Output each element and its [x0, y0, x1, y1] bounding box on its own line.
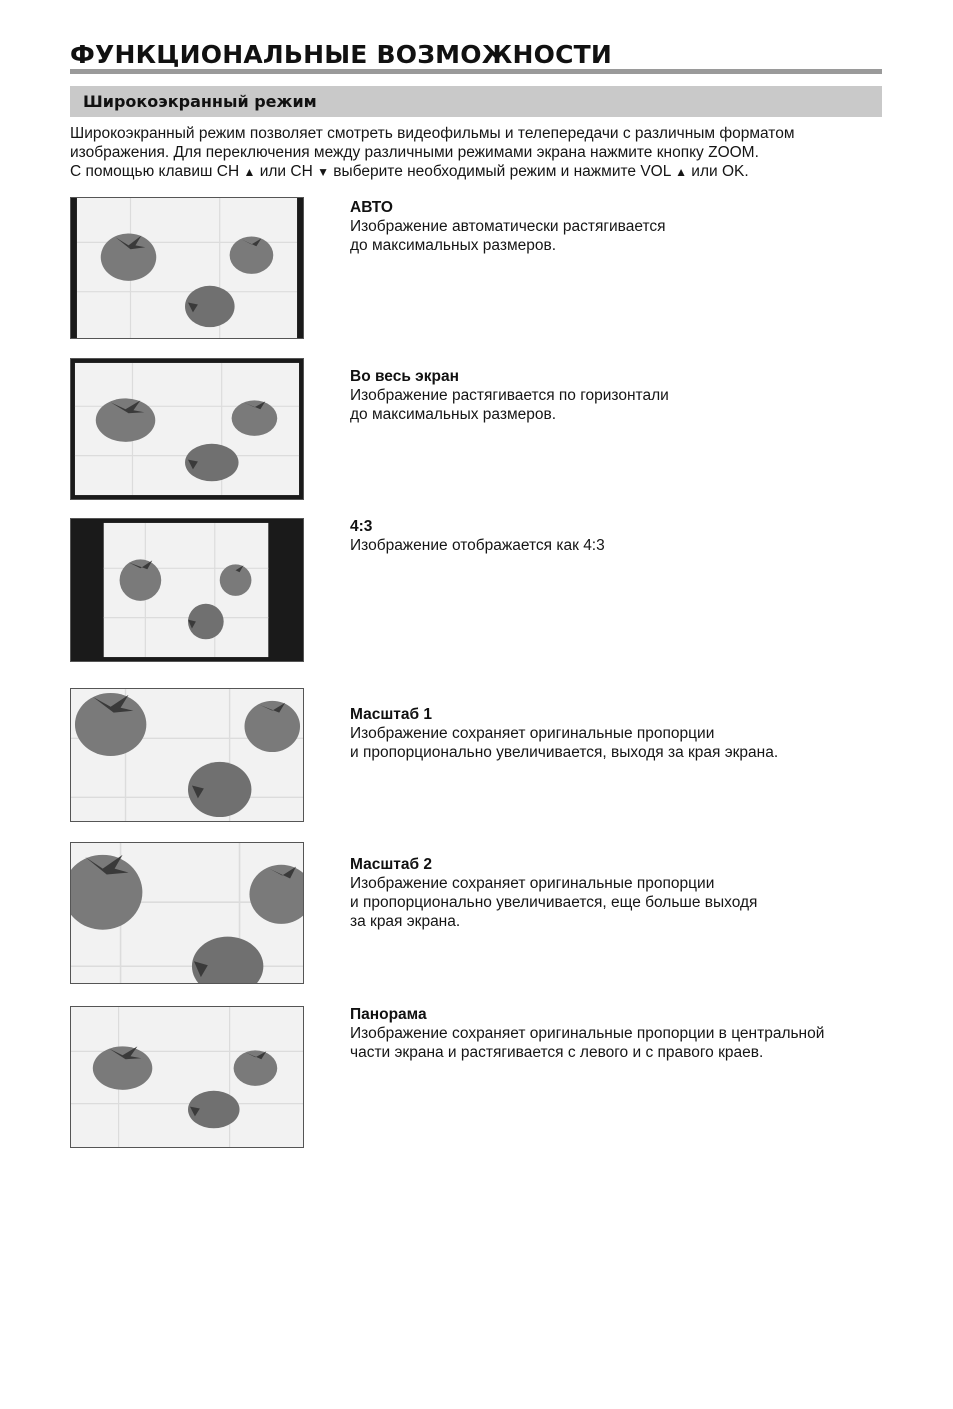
intro-text [70, 124, 885, 182]
thumbnail-zoom-1 [70, 688, 304, 822]
mode-desc-line: за края экрана. [350, 913, 461, 930]
mode-panorama [350, 1005, 890, 1062]
mode-desc-line: части экрана и растягивается с левого и с правого краев. [350, 1044, 764, 1061]
mode-desc-line: до максимальных размеров. [350, 406, 556, 423]
mode-title: АВТО [350, 199, 393, 216]
mode-desc-line: Изображение автоматически растягивается [350, 218, 666, 235]
mode-desc-line: и пропорционально увеличивается, еще больше выходя [350, 894, 758, 911]
mode-title: Во весь экран [350, 368, 459, 385]
mode-description [350, 724, 890, 762]
thumbnail-full-screen [70, 358, 304, 500]
mode-title: Панорама [350, 1006, 427, 1023]
page-title: ФУНКЦИОНАЛЬНЫЕ ВОЗМОЖНОСТИ [70, 40, 612, 69]
arrow-up-icon: ▲ [675, 165, 687, 179]
tomato-image-zoom-1 [71, 689, 303, 821]
mode-desc-line: Изображение сохраняет оригинальные пропорции в центральной [350, 1025, 825, 1042]
mode-desc-line: Изображение растягивается по горизонтали [350, 387, 669, 404]
mode-auto [350, 198, 890, 255]
intro-line-3 [70, 162, 885, 182]
intro-line-3-part-1: С помощью клавиш CH [70, 163, 240, 180]
tomato-image-zoom-2 [71, 843, 303, 983]
tomato-image-panorama [71, 1007, 303, 1147]
intro-line-3-part-4: или OK. [686, 163, 749, 180]
mode-desc-line: и пропорционально увеличивается, выходя за края экрана. [350, 744, 779, 761]
mode-desc-line: до максимальных размеров. [350, 237, 556, 254]
thumbnail-zoom-2 [70, 842, 304, 984]
mode-title: Масштаб 2 [350, 856, 432, 873]
section-header [70, 86, 882, 117]
intro-line-3-part-3: выберите необходимый режим и нажмите VOL [328, 163, 671, 180]
thumbnail-auto [70, 197, 304, 339]
section-title: Широкоэкранный режим [83, 92, 317, 111]
mode-title: 4:3 [350, 518, 373, 535]
tomato-image-4-3 [71, 519, 303, 661]
mode-desc-line: Изображение сохраняет оригинальные пропорции [350, 875, 715, 892]
mode-zoom-1 [350, 705, 890, 762]
mode-description [350, 217, 890, 255]
intro-line-2: изображения. Для переключения между различными режимами экрана нажмите кнопку ZOOM. [70, 144, 759, 161]
title-divider [70, 69, 882, 74]
mode-description [350, 874, 890, 931]
mode-4-3 [350, 517, 890, 555]
thumbnail-4-3 [70, 518, 304, 662]
arrow-up-icon: ▲ [243, 165, 256, 179]
mode-desc-line: Изображение отображается как 4:3 [350, 537, 605, 554]
arrow-down-icon: ▼ [317, 165, 329, 179]
tomato-image-auto [71, 198, 303, 338]
mode-full-screen [350, 367, 890, 424]
thumbnail-panorama [70, 1006, 304, 1148]
mode-title: Масштаб 1 [350, 706, 432, 723]
mode-description [350, 1024, 890, 1062]
intro-line-1: Широкоэкранный режим позволяет смотреть видеофильмы и телепередачи с различным форматом [70, 125, 795, 142]
mode-description [350, 536, 890, 555]
mode-zoom-2 [350, 855, 890, 931]
intro-line-3-part-2: или CH [255, 163, 313, 180]
tomato-image-full-screen [71, 359, 303, 499]
mode-description [350, 386, 890, 424]
mode-desc-line: Изображение сохраняет оригинальные пропорции [350, 725, 715, 742]
